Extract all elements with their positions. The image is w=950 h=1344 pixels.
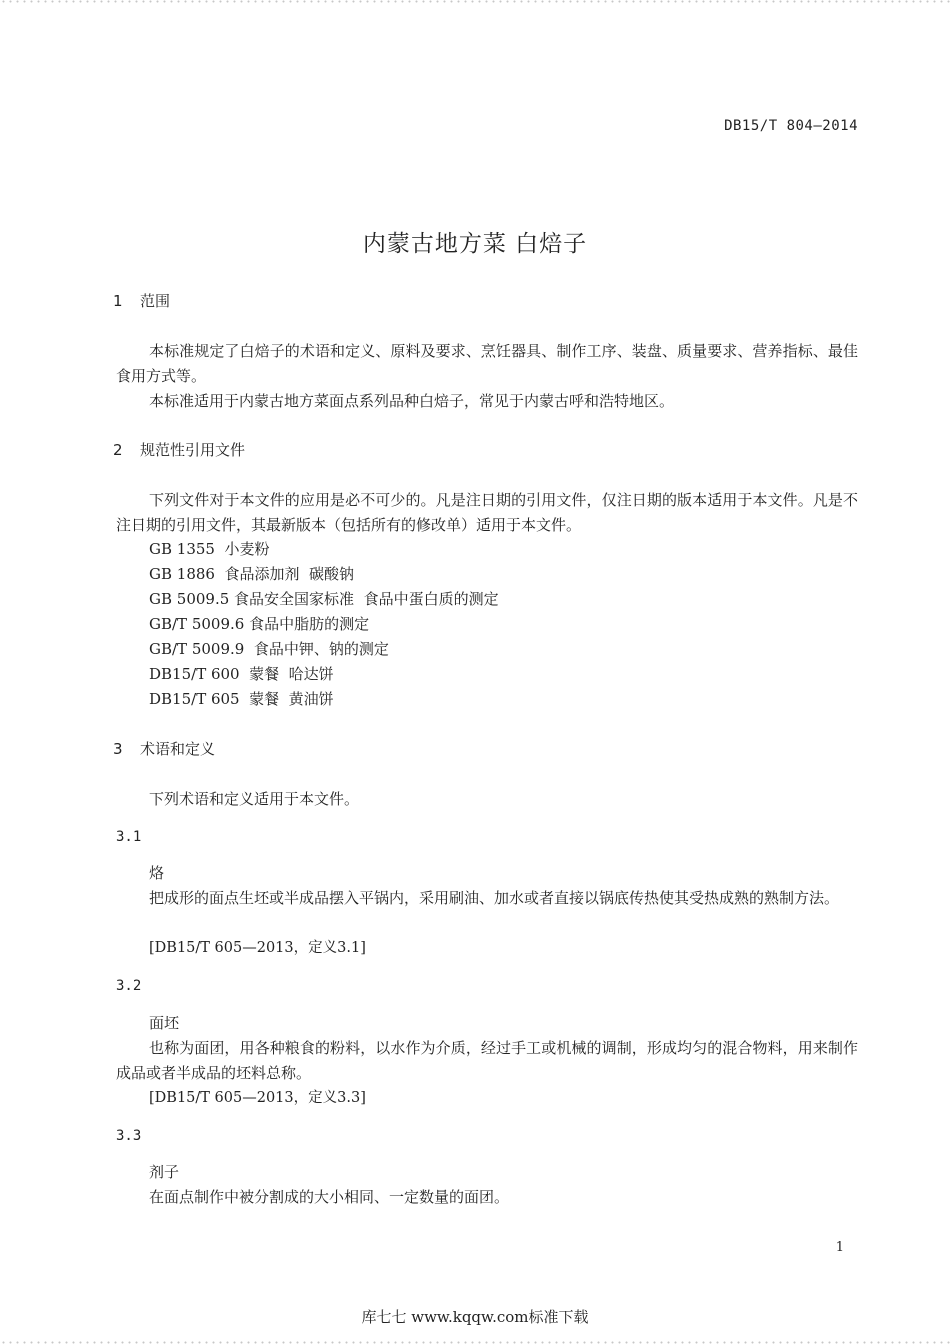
term-definition: 也称为面团，用各种粮食的粉料，以水作为介质，经过手工或机械的调制，形成均匀的混合物料，用来制作成品或者半成品的坯料总称。 xyxy=(116,1039,858,1082)
term-number: 3.3 xyxy=(116,1128,142,1144)
term-name: 剂子 xyxy=(149,1163,180,1181)
term-source: [DB15/T 605—2013，定义3.3] xyxy=(149,1090,366,1106)
scope-paragraph-1: 本标准规定了白焙子的术语和定义、原料及要求、烹饪器具、制作工序、装盘、质量要求、营养指标、最佳食用方式等。 xyxy=(116,342,858,385)
normative-ref: GB/T 5009.6 食品中脂肪的测定 xyxy=(149,615,370,633)
term-number: 3.1 xyxy=(116,829,142,845)
term-definition: 在面点制作中被分割成的大小相同、一定数量的面团。 xyxy=(149,1188,510,1206)
term-number: 3.2 xyxy=(116,978,142,994)
normative-ref: DB15/T 605 蒙餐 黄油饼 xyxy=(149,690,334,708)
section-1-heading xyxy=(113,289,170,314)
document-code: DB15/T 804—2014 xyxy=(724,118,858,134)
normative-ref: GB 1886 食品添加剂 碳酸钠 xyxy=(149,565,355,583)
terms-intro: 下列术语和定义适用于本文件。 xyxy=(149,790,360,808)
normative-ref: GB/T 5009.9 食品中钾、钠的测定 xyxy=(149,640,389,658)
normative-ref: GB 1355 小麦粉 xyxy=(149,540,270,558)
section-title: 范围 xyxy=(140,292,171,310)
normative-ref: GB 5009.5 食品安全国家标准 食品中蛋白质的测定 xyxy=(149,590,499,608)
term-name: 面坯 xyxy=(149,1014,180,1032)
page-number: 1 xyxy=(835,1240,844,1255)
term-definition: 把成形的面点生坯或半成品摆入平锅内，采用刷油、加水或者直接以锅底传热使其受热成熟的熟制方法。 xyxy=(149,889,840,907)
normative-intro: 下列文件对于本文件的应用是必不可少的。凡是注日期的引用文件，仅注日期的版本适用于本文件。凡是不注日期的引用文件，其最新版本（包括所有的修改单）适用于本文件。 xyxy=(116,491,858,534)
section-2-heading xyxy=(113,438,245,463)
footer-watermark: 库七七 www.kqqw.com标准下载 xyxy=(361,1308,589,1326)
term-source: [DB15/T 605—2013，定义3.1] xyxy=(149,940,366,956)
document-title: 内蒙古地方菜 白焙子 xyxy=(362,231,588,258)
term-name: 烙 xyxy=(149,864,165,882)
section-3-heading xyxy=(113,737,215,762)
scope-paragraph-2: 本标准适用于内蒙古地方菜面点系列品种白焙子，常见于内蒙古呼和浩特地区。 xyxy=(149,392,675,410)
normative-ref: DB15/T 600 蒙餐 哈达饼 xyxy=(149,665,334,683)
section-title: 术语和定义 xyxy=(140,740,216,758)
section-title: 规范性引用文件 xyxy=(140,441,246,459)
scan-edge-top xyxy=(0,0,950,3)
section-number: 3 xyxy=(113,740,123,758)
section-number: 1 xyxy=(113,292,123,310)
section-number: 2 xyxy=(113,441,123,459)
